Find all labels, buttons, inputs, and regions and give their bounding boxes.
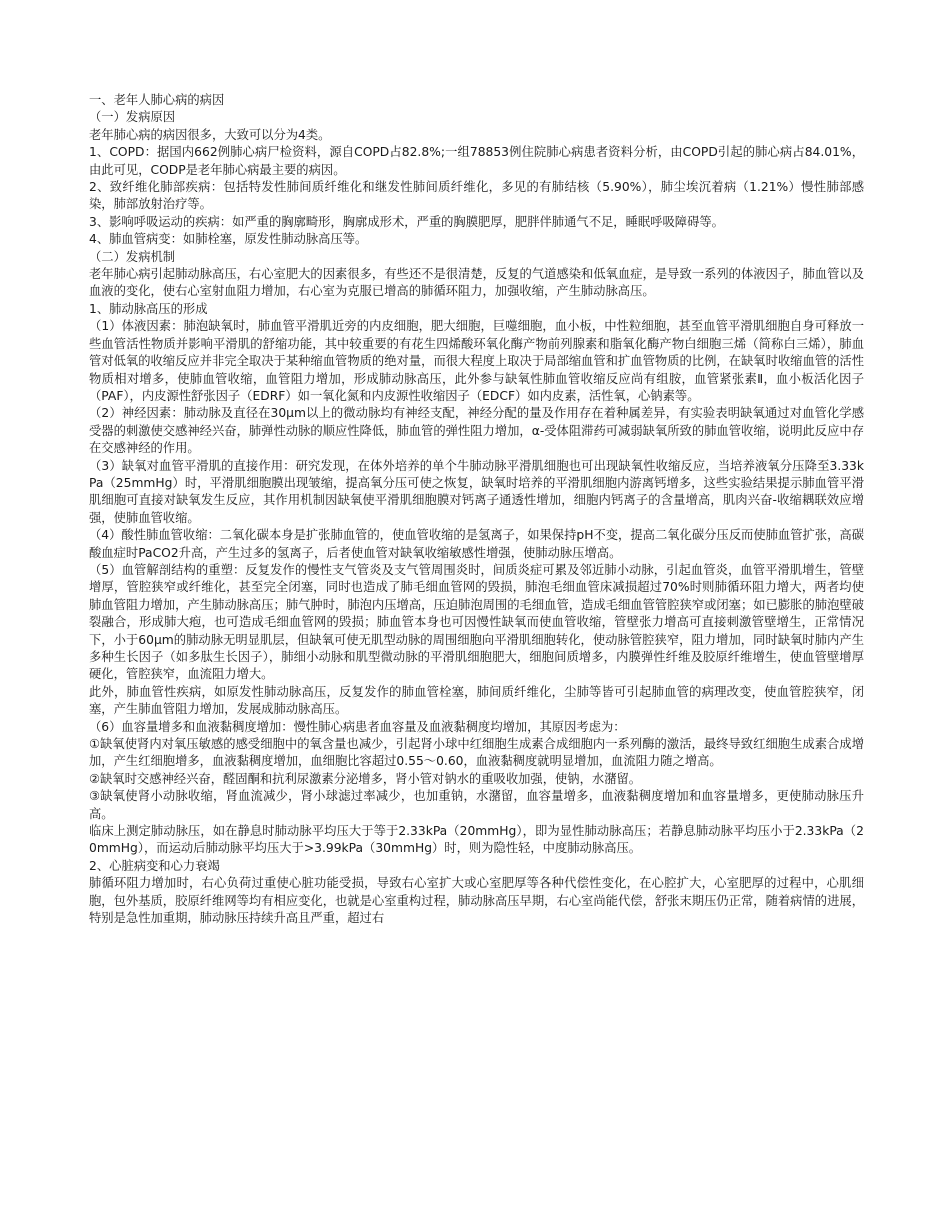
paragraph: 4、肺血管病变：如肺栓塞，原发性肺动脉高压等。 [89, 232, 368, 247]
paragraph: （2）神经因素：肺动脉及直径在30μm以上的微动脉均有神经支配，神经分配的量及作用存在着种属差异，有实验表明缺氧通过对血管化学感受器的刺激使交感神经兴奋，肺弹性动脉的顺应性降低，肺血管的弹性阻力增加，α-受体阻滞药可减弱缺氧所致的肺血管收缩，说明此反应中存在交感神经的作用。 [89, 406, 864, 456]
paragraph: （6）血容量增多和血液黏稠度增加：慢性肺心病患者血容量及血液黏稠度均增加，其原因考虑为： [89, 719, 626, 734]
paragraph: 1、COPD：据国内662例肺心病尸检资料，源自COPD占82.8%;一组78853例住院肺心病患者资料分析，由COPD引起的肺心病占84.01%，由此可见，CODP是老年肺心病最主要的病因。 [89, 145, 864, 177]
paragraph: 临床上测定肺动脉压，如在静息时肺动脉平均压大于等于2.33kPa（20mmHg），即为显性肺动脉高压；若静息肺动脉平均压小于2.33kPa（20mmHg），而运动后肺动脉平均压大于>3.99kPa（30mmHg）时，则为隐性轻，中度肺动脉高压。 [89, 824, 864, 856]
paragraph: 3、影响呼吸运动的疾病：如严重的胸廓畸形，胸廓成形术，严重的胸膜肥厚，肥胖伴肺通气不足，睡眠呼吸障碍等。 [89, 214, 724, 229]
paragraph: 此外，肺血管性疾病，如原发性肺动脉高压，反复发作的肺血管栓塞，肺间质纤维化，尘肺等皆可引起肺血管的病理改变，使血管腔狭窄，闭塞，产生肺血管阻力增加，发展成肺动脉高压。 [89, 684, 864, 717]
item-heading: 1、肺动脉高压的形成 [89, 301, 208, 316]
item-heading: 2、心脏病变和心力衰竭 [89, 858, 220, 873]
paragraph: ②缺氧时交感神经兴奋，醛固酮和抗利尿激素分泌增多，肾小管对钠水的重吸收加强，使钠，水潴留。 [89, 771, 642, 786]
paragraph: ①缺氧使肾内对氧压敏感的感受细胞中的氧含量也减少，引起肾小球中红细胞生成素合成细胞内一系列酶的激活，最终导致红细胞生成素合成增加，产生红细胞增多，血液黏稠度增加，血细胞比容超过0.55～0.60，血液黏稠度就明显增加，血流阻力随之增高。 [89, 737, 864, 769]
paragraph: （4）酸性肺血管收缩：二氧化碳本身是扩张肺血管的，使血管收缩的是氢离子，如果保持pH不变，提高二氧化碳分压反而使肺血管扩张，高碳酸血症时PaCO2升高，产生过多的氢离子，后者使血管对缺氧收缩敏感性增强，使肺动脉压增高。 [89, 528, 864, 560]
paragraph: 肺循环阻力增加时，右心负荷过重使心脏功能受损，导致右心室扩大或心室肥厚等各种代偿性变化，在心腔扩大，心室肥厚的过程中，心肌细胞，包外基质，胶原纤维网等均有相应变化，也就是心室重构过程，肺动脉高压早期，右心室尚能代偿，舒张末期压仍正常，随着病情的进展，特别是急性加重期，肺动脉压持续升高且严重，超过右 [89, 876, 864, 926]
subsection-heading: （二）发病机制 [89, 249, 176, 264]
section-heading: 一、老年人肺心病的病因 [89, 93, 225, 107]
paragraph: ③缺氧使肾小动脉收缩，肾血流减少，肾小球滤过率减少，也加重钠，水潴留，血容量增多，血液黏稠度增加和血容量增多，更使肺动脉压升高。 [89, 789, 864, 821]
paragraph: （5）血管解剖结构的重塑：反复发作的慢性支气管炎及支气管周围炎时，间质炎症可累及邻近肺小动脉，引起血管炎，血管平滑肌增生，管壁增厚，管腔狭窄或纤维化，甚至完全闭塞，同时也造成了肺毛细血管网的毁损，肺泡毛细血管床减损超过70%时则肺循环阻力增大，两者均使肺血管阻力增加，产生肺动脉高压；肺气肿时，肺泡内压增高，压迫肺泡周围的毛细血管，造成毛细血管管腔狭窄或闭塞；如已膨胀的肺泡壁破裂融合，形成肺大疱，也可造成毛细血管网的毁损；肺血管本身也可因慢性缺氧而使血管收缩，管壁张力增高可直接刺激管壁增生，正常情况下，小于60μm的肺动脉无明显肌层，但缺氧可使无肌型动脉的周围细胞向平滑肌细胞转化，使动脉管腔狭窄，阻力增加，同时缺氧时肺内产生多种生长因子（如多肽生长因子），肺细小动脉和肌型微动脉的平滑肌细胞肥大，细胞间质增多，内膜弹性纤维及胶原纤维增生，使血管壁增厚硬化，管腔狭窄，血流阻力增大。 [89, 562, 864, 682]
paragraph: （3）缺氧对血管平滑肌的直接作用：研究发现，在体外培养的单个牛肺动脉平滑肌细胞也可出现缺氧性收缩反应，当培养液氧分压降至3.33kPa（25mmHg）时，平滑肌细胞膜出现皱缩，提高氧分压可使之恢复，缺氧时培养的平滑肌细胞内游离钙增多，这些实验结果提示肺血管平滑肌细胞可直接对缺氧发生反应，其作用机制因缺氧使平滑肌细胞膜对钙离子通透性增加，细胞内钙离子的含量增高，肌肉兴奋-收缩耦联效应增强，使肺血管收缩。 [89, 458, 864, 525]
subsection-heading: （一）发病原因 [89, 110, 176, 125]
paragraph: （1）体液因素：肺泡缺氧时，肺血管平滑肌近旁的内皮细胞，肥大细胞，巨噬细胞，血小板，中性粒细胞，甚至血管平滑肌细胞自身可释放一些血管活性物质并影响平滑肌的舒缩功能，其中较重要的有花生四烯酸环氧化酶产物前列腺素和脂氧化酶产物白细胞三烯（简称白三烯），肺血管对低氧的收缩反应并非完全取决于某种缩血管物质的绝对量，而很大程度上取决于局部缩血管和扩血管物质的比例，在缺氧时收缩血管的活性物质相对增多，使肺血管收缩，血管阻力增加，形成肺动脉高压，此外参与缺氧性肺血管收缩反应尚有组胺，血管紧张素Ⅱ，血小板活化因子（PAF），内皮源性舒张因子（EDRF）如一氧化氮和内皮源性收缩因子（EDCF）如内皮素，活性氧，心钠素等。 [89, 319, 864, 403]
paragraph: 2、致纤维化肺部疾病：包括特发性肺间质纤维化和继发性肺间质纤维化，多见的有肺结核（5.90%），肺尘埃沉着病（1.21%）慢性肺部感染，肺部放射治疗等。 [89, 180, 864, 212]
paragraph: 老年肺心病引起肺动脉高压，右心室肥大的因素很多，有些还不是很清楚，反复的气道感染和低氧血症，是导致一系列的体液因子，肺血管以及血液的变化，使右心室射血阻力增加，右心室为克服已增高的肺循环阻力，加强收缩，产生肺动脉高压。 [89, 267, 864, 299]
document-body [89, 92, 864, 928]
paragraph: 老年肺心病的病因很多，大致可以分为4类。 [89, 127, 331, 142]
